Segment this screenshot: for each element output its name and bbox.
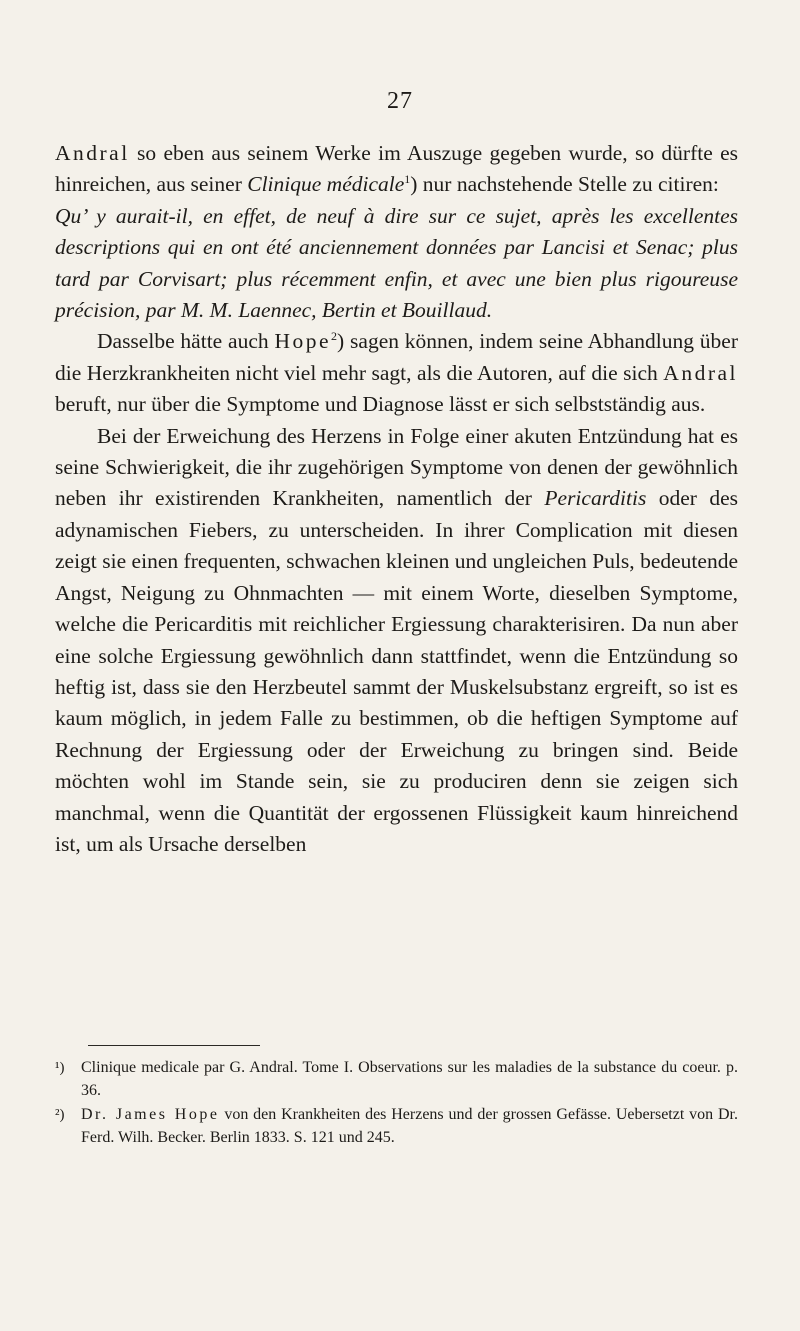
paragraph-text: beruft, nur über die Symptome und Diagnose lässt er sich selbstständig aus. (55, 392, 706, 417)
footnote-mark: ¹) (55, 1060, 65, 1076)
paragraph-text: Dasselbe hätte auch (97, 329, 275, 354)
footnote-reference-1: 1 (404, 172, 411, 187)
footnotes (55, 1057, 738, 1149)
author-name-hope: Hope (274, 329, 332, 354)
author-name-andral: Andral (663, 360, 738, 385)
paragraph-text: Bei der Erweichung des Herzens in Folge einer akuten Entzündung hat es seine Schwierigkeit, die ihr zugehörigen Symptome von denen der gewöhnlich neben ihr existirenden Krankheiten, namentlich der (55, 423, 738, 511)
term-pericarditis: Pericarditis (544, 486, 647, 511)
paragraph-text: oder des adynamischen Fiebers, zu unterscheiden. In ihrer Complication mit diesen zeigt sie einen frequenten, schwachen kleinen und ungleichen Puls, bedeutende Angst, Neigung zu Ohnmachten — mit einem Worte, dieselben Symptome, welche die Pericarditis mit reichlicher Ergiessung charakterisiren. Da nun aber eine solche Ergiessung gewöhnlich dann stattfindet, wenn die Entzündung so heftig ist, dass sie den Herzbeutel sammt der Muskelsubstanz ergreift, so ist es kaum möglich, in jedem Falle zu bestimmen, ob die heftigen Symptome auf Rechnung der Ergiessung oder der Erweichung zu bringen sind. Beide möchten wohl im Stande sein, sie zu produciren denn sie zeigen sich manchmal, wenn die Quantität der ergossenen Flüssigkeit kaum hinreichend ist, um als Ursache derselben (55, 486, 738, 856)
work-title: Clinique médicale (247, 172, 405, 197)
footnote-text: von den Krankheiten des Herzens und der grossen Gefässe. Uebersetzt von Dr. Ferd. Wilh. Becker. Berlin 1833. S. 121 und 245. (81, 1106, 738, 1146)
main-text (55, 138, 738, 860)
footnote-1 (55, 1057, 738, 1102)
footnote-reference-2: 2 (331, 329, 338, 344)
french-quotation: Qu’ y aurait-il, en effet, de neuf à dire sur ce sujet, après les excellentes descriptions qui en ont été anciennement données par Lancisi et Senac; plus tard par Corvisart; plus récemment enfin, et avec une bien plus rigoureuse précision, par M. M. Laennec, Bertin et Bouillaud. (55, 203, 738, 323)
paragraph-erweichung (55, 421, 738, 861)
footnote-mark: ²) (55, 1107, 65, 1123)
author-name-andral: Andral (55, 141, 130, 165)
paragraph-text: ) nur nachstehende Stelle zu citiren: (410, 172, 719, 197)
footnote-2 (55, 1104, 738, 1149)
paragraph-text: ) sagen können, indem seine Abhandlung über die Herzkrankheiten nicht viel mehr sagt, als die Autoren, auf die sich (55, 329, 738, 385)
page-number: 27 (387, 88, 413, 114)
footnote-separator (88, 1045, 260, 1046)
paragraph-andral (55, 138, 738, 201)
paragraph-text: so eben aus seinem Werke im Auszuge gegeben wurde, so dürfte es hinreichen, aus seiner (55, 141, 738, 197)
paragraph-hope (55, 326, 738, 420)
footnote-author: Dr. James Hope (81, 1106, 220, 1123)
footnote-text: Clinique medicale par G. Andral. Tome I. Observations sur les maladies de la substance du coeur. p. 36. (81, 1059, 738, 1099)
